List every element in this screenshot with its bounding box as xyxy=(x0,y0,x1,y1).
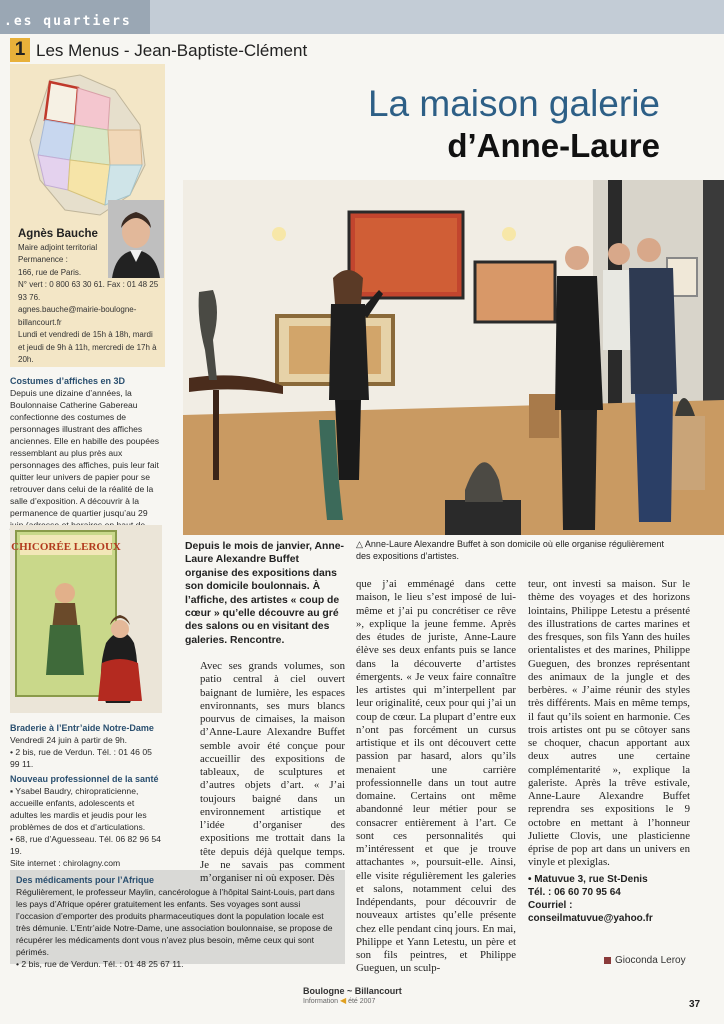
article-column-2: que j’ai emménagé dans cette maison, le lieu s’est imposé de lui-même et j’ai pu concrétiser ce rêve », explique la jeune femme. Après des études de juriste, Anne-Laure élève ses deux enfants puis se lance dans la découverte d’artistes émergents. « Je veux faire connaître les artistes qui m’interpellent par leur originalité, ceux pour qui j’ai un coup de cœur. La plupart d’entre eux n’ont pas forcément un cursus artistique et ils ont découvert cette passion par hasard, alors qu’ils menaient une carrière professionnelle dans un tout autre domaine. Certains ont même abandonné leur métier pour se consacrer entièrement à l’art. Ce sont ces personnalités qui m’intéressent et que je trouve attachantes », poursuit-elle. Ainsi, elle visite régulièrement les galeries et salons, notamment celui des Indépendants, pour découvrir de nouveaux artistes qu’elle présente chez elle pendant cinq jours. En mai, Philippe et Yann Letestu, un père et son fils peintres, et Philippe Gueguen, un sculp- xyxy=(356,578,516,975)
costumes-title: Costumes d’affiches en 3D xyxy=(10,376,126,386)
magazine-sub: Information xyxy=(303,998,339,1005)
photo-caption: △ Anne-Laure Alexandre Buffet à son domicile où elle organise régulièrement des expositions d’artistes. xyxy=(356,539,664,561)
contact-line: 166, rue de Paris. xyxy=(18,267,82,277)
section-band-fade xyxy=(150,0,724,34)
article-lead: Depuis le mois de janvier, Anne-Laure Alexandre Buffet organise des expositions dans son domicile boulonnais. À l’affiche, des artistes « coup de cœur » qu’elle découvre au gré des salons ou en visitant des galeries. Rencontre. xyxy=(185,541,344,646)
address-email: conseilmatuvue@yahoo.fr xyxy=(528,912,653,924)
byline-square-icon xyxy=(604,957,611,964)
quarter-map xyxy=(20,70,160,220)
byline-author: Gioconda Leroy xyxy=(615,955,686,966)
sante-line: • 68, rue d’Aguesseau. Tél. 06 82 96 54 19. xyxy=(10,834,161,856)
braderie-line: Vendredi 24 juin à partir de 9h. xyxy=(10,735,128,745)
article-column-3 xyxy=(528,578,690,925)
medicaments-line: • 2 bis, rue de Verdun. Tél. : 01 48 25 67 11. xyxy=(16,959,184,969)
braderie-title: Braderie à l’Entr’aide Notre-Dame xyxy=(10,723,154,733)
headline-line-1: La maison galerie xyxy=(367,83,660,124)
chicoree-poster-photo xyxy=(10,525,162,713)
article-headline xyxy=(230,82,660,166)
arrow-left-icon: ◀ xyxy=(339,996,347,1005)
magazine-issue: été 2007 xyxy=(348,998,376,1005)
sante-title: Nouveau professionnel de la santé xyxy=(10,774,159,784)
magazine-name: Boulogne ~ Billancourt xyxy=(303,986,402,996)
address-phone: Tél. : 06 60 70 95 64 xyxy=(528,886,621,898)
medicaments-text: Régulièrement, le professeur Maylin, cancérologue à l’hôpital Saint-Louis, part dans les pays d’Afrique opérer gratuitement les enfants. Ses voyages sont aussi l’occasion d’emporter des produits pharmaceutiques dont la population locale est très démunie. L’Entr’aide Notre-Dame, une association boulonnaise, se propose de récupérer les médicaments dont vous n’avez plus besoin, même ceux qui sont périmés. xyxy=(16,887,335,957)
byline xyxy=(604,955,686,966)
poster-text: CHICORÉE LEROUX xyxy=(11,541,121,553)
braderie-block xyxy=(10,722,162,770)
sante-block xyxy=(10,773,162,869)
medicaments-title: Des médicaments pour l’Afrique xyxy=(16,875,155,885)
contact-line: Permanence : xyxy=(18,255,68,264)
costumes-block xyxy=(10,375,162,543)
headline-line-2: d’Anne-Laure xyxy=(447,127,660,164)
contact-line: Maire adjoint territorial xyxy=(18,242,98,252)
section-label: .es quartiers xyxy=(4,14,132,29)
section-title: Les Menus - Jean-Baptiste-Clément xyxy=(36,41,308,60)
braderie-line: • 2 bis, rue de Verdun. Tél. : 01 46 05 99 11. xyxy=(10,747,152,769)
gallery-photo xyxy=(183,180,724,535)
sante-text: ▪ Ysabel Baudry, chiropraticienne, accueille enfants, adolescents et adultes les mardis et jeudis pour les problèmes de dos et d’articulations. xyxy=(10,786,147,832)
contact-block xyxy=(18,228,163,367)
sante-line: Site internet : chirolagny.com xyxy=(10,858,121,868)
address-line: • Matuvue 3, rue St-Denis xyxy=(528,873,648,885)
contact-line: N° vert : 0 800 63 30 61. Fax : 01 48 25 93 76. xyxy=(18,280,159,302)
contact-line: et jeudi de 9h à 11h, mercredi de 17h à 20h. xyxy=(18,342,157,364)
contact-email: agnes.bauche@mairie-boulogne-billancourt.fr xyxy=(18,305,137,327)
article-column-3-text: teur, ont investi sa maison. Sur le thème des voyages et des horizons lointains, Philippe Letestu a présenté des illustrations de cartes marines et des fresques, son fils Yann des huiles orientalistes et des marines, Philippe Gueguen, des bronzes représentant des animaux de la jungle et des berbères. « J’aime réunir des styles très différents. Mais en même temps, il faut qu’ils soient en harmonie. Ces trois artistes ont pu se côtoyer sans se choquer, chacun apportant aux deux autres une certaine complémentarité », explique la galeriste. Après la trêve estivale, Anne-Laure Alexandre Buffet reprendra ses expositions le 9 octobre en mettant à l’honneur Juliette Clovis, une plasticienne éprise de pop art dans un univers en vinyle et plexiglas. xyxy=(528,578,690,869)
magazine-logo xyxy=(303,986,402,1007)
gallery-address xyxy=(528,873,690,925)
address-email-label: Courriel : xyxy=(528,899,573,911)
article-column-1: Avec ses grands volumes, son patio central à ciel ouvert baignant de lumière, les espaces environnants, ses murs blancs pourvus de cimaises, la maison d’Anne-Laure Alexandre Buffet semble avoir été conçue pour accueillir des expositions de tableaux, de sculptures et d’autres objets d’art. « J’ai toujours baigné dans un environnement artistique et l’idée d’organiser des expositions me trottait dans la tête depuis déjà quelque temps. Je ne savais pas comment m’organiser ni où exposer. Dès xyxy=(200,660,345,884)
contact-line: Lundi et vendredi de 15h à 18h, mardi xyxy=(18,330,153,339)
page-number: 37 xyxy=(689,999,701,1010)
section-number: 1 xyxy=(10,38,30,62)
costumes-text: Depuis une dizaine d’années, la Boulonnaise Catherine Gabereau confectionne des costumes de personnages illustrant des affiches anciennes. Elle en habille des poupées ressemblant au plus près aux personnages des affiches, puis leur fait quitter leur univers de papier pour se retrouver dans celui de la réalité de la salle d’exposition. A découvrir à la permanence de quartier jusqu’au 29 xyxy=(10,388,160,518)
contact-name: Agnès Bauche xyxy=(18,228,98,240)
